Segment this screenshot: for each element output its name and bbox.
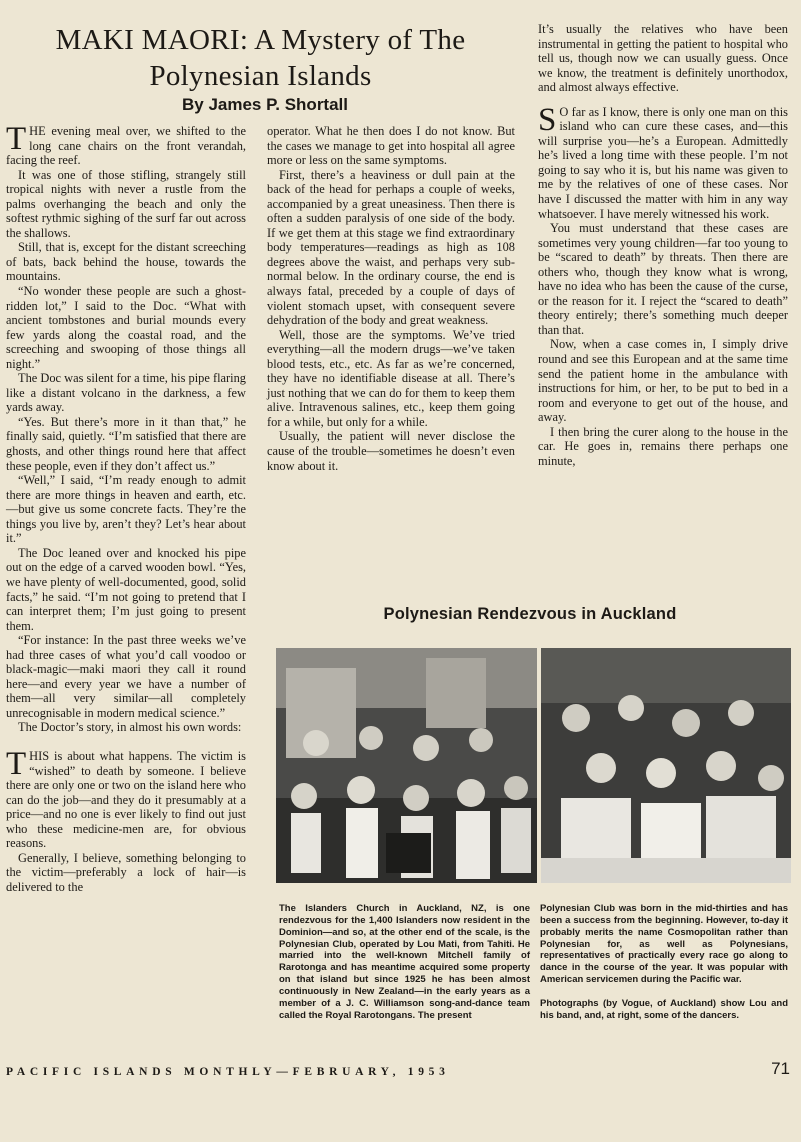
paragraph: “Well,” I said, “I’m ready enough to admit there are more things in heaven and earth, etc.—but give us some concrete facts. They’re the things you live by, aren’t they? Let’s hear about it.” — [6, 473, 246, 546]
paragraph: SO far as I know, there is only one man on this island who can cure these cases, and—this will surprise you—he’s a European. Admittedly he’s lived a long time with these people. I’m not going to say who it is, but his name was given to me by the relatives of one of these cases. Nor have I discussed the matter with him in any way whatsoever. I have merely witnessed his work. — [538, 101, 788, 221]
byline: By James P. Shortall — [182, 95, 348, 114]
article-column-3 — [538, 22, 788, 468]
paragraph: It’s usually the relatives who have been instrumental in getting the patient to hospital who tell us, though now we can usually guess. Once we know, the treatment is definitely unorthodox, and almost always effective. — [538, 22, 788, 95]
dancers-photo — [541, 648, 791, 883]
paragraph: Well, those are the symptoms. We’ve tried everything—all the modern drugs—we’ve taken blood tests, etc., etc. As far as we’re concerned, they have no identifiable disease at all. There’s just nothing that we can do for them to keep them alive. Intravenous salines, etc., keep them going for a while, but only for a while. — [267, 327, 515, 429]
band-photo-illustration — [276, 648, 537, 883]
paragraph: THIS is about what happens. The victim is “wished” to death by someone. I believe there are only one or two on the island here who can do the job—and they do it presumably at a price—and no one is ever likely to find out just who these medicine-men are, for obvious reasons. — [6, 745, 246, 851]
page-number: 71 — [771, 1059, 790, 1078]
paragraph: “No wonder these people are such a ghost-ridden lot,” I said to the Doc. “What with ancient tombstones and burial mounds every few yards along the coastal road, and the screeching and swooping of those things all night.” — [6, 284, 246, 371]
paragraph: The Doctor’s story, in almost his own words: — [18, 720, 242, 735]
article-title-line-1: MAKI MAORI: A Mystery of The — [55, 24, 466, 56]
article-column-2 — [267, 124, 515, 473]
paragraph: operator. What he then does I do not know. But the cases we manage to get into hospital all agree more or less on the same symptoms. — [267, 124, 515, 168]
article-title-line-2: Polynesian Islands — [149, 60, 372, 92]
paragraph: THE evening meal over, we shifted to the long cane chairs on the front verandah, facing the reef. — [6, 121, 246, 168]
paragraph: “For instance: In the past three weeks we’ve had three cases of what you’d call voodoo or black-magic—maki maori they call it round here—and every year we have a number of them—all very similar—all completely unrecognisable in modern medical science.” — [6, 633, 246, 720]
feature-title: Polynesian Rendezvous in Auckland — [383, 605, 677, 623]
photo-caption-right — [540, 903, 788, 1022]
photo-caption-left — [279, 903, 530, 1021]
caption-text: The Islanders Church in Auckland, NZ, is one rendezvous for the 1,400 Islanders now resident in the Dominion—and so, at the other end of the scale, is the Polynesian Club, operated by Lou Mati, from Tahiti. He married into the well-known Mitchell family of Rarotonga and has meantime acquired some property on that island but since 1925 he has been almost continuously in New Zealand—in the early years as a member of a J. C. Williamson song-and-dance team called the Royal Rarotongans. The present — [279, 903, 530, 1021]
caption-text: Polynesian Club was born in the mid-thirties and has been a success from the beginning. However, to-day it probably merits the name Cosmopolitan rather than Polynesian for, as well as Polynesians, representatives of practically every race go along to dance in the course of the year. It was popular with American servicemen during the Pacific war. — [540, 903, 788, 986]
paragraph: It was one of those stifling, strangely still tropical nights with never a rustle from the palms overhanging the beach and only the softest rythmic sighing of the surf far out across the shallows. — [6, 167, 246, 240]
paragraph: The Doc leaned over and knocked his pipe out on the edge of a carved wooden bowl. “Yes, we have plenty of well-documented, good, solid facts,” he said. “I’m not going to pretend that I can interpret them; I’m just going to present them. — [6, 545, 246, 633]
article-column-1 — [6, 121, 246, 894]
paragraph: I then bring the curer along to the house in the car. He goes in, remains there perhaps one minute, — [538, 424, 788, 468]
dancers-photo-illustration — [541, 648, 791, 883]
photo-credit: Photographs (by Vogue, of Auckland) show Lou and his band, and, at right, some of the dancers. — [540, 997, 788, 1021]
band-photo — [276, 648, 537, 883]
paragraph: Usually, the patient will never disclose the cause of the trouble—sometimes he doesn’t even know about it. — [267, 429, 515, 473]
paragraph: “Yes. But there’s more in it than that,” he finally said, quietly. “I’m satisfied that there are ghosts, and other things round here that affect these people, even if they don’t affect us.” — [6, 414, 246, 473]
paragraph: You must understand that these cases are sometimes very young children—far too young to be “scared to death” by threats. Then there are others who, though they know what is wrong, have no idea who has been the cause of the curse, or the reason for it. I reject the “scared to death” theory entirely; there’s something much deeper than that. — [538, 221, 788, 337]
paragraph: Generally, I believe, something belonging to the victim—preferably a lock of hair—is delivered to the — [6, 850, 246, 894]
paragraph: Now, when a case comes in, I simply drive round and see this European and at the same time send the patient home in the ambulance with instructions for him, or her, to be put to bed in a room and everyone to get out of the house, and away. — [538, 337, 788, 425]
paragraph: Still, that is, except for the distant screeching of bats, back behind the house, towards the mountains. — [6, 240, 246, 284]
paragraph: The Doc was silent for a time, his pipe flaring like a distant volcano in the darkness, a few yards away. — [6, 371, 246, 415]
article-title — [8, 22, 513, 94]
running-footer: PACIFIC ISLANDS MONTHLY—FEBRUARY, 1953 — [6, 1066, 450, 1078]
paragraph: First, there’s a heaviness or dull pain at the back of the head for perhaps a couple of weeks, accompanied by a great uneasiness. Then there is often a sudden paralysis of one side of the body. If we get them at this stage we find extraordinary body temperatures—readings as high as 108 degrees above the waist, and perhaps very sub-normal below. In the ordinary course, the end is always fatal, preceded by a couple of days of violent stomach upset, with consequent severe dehydration of the body and great weakness. — [267, 167, 515, 328]
